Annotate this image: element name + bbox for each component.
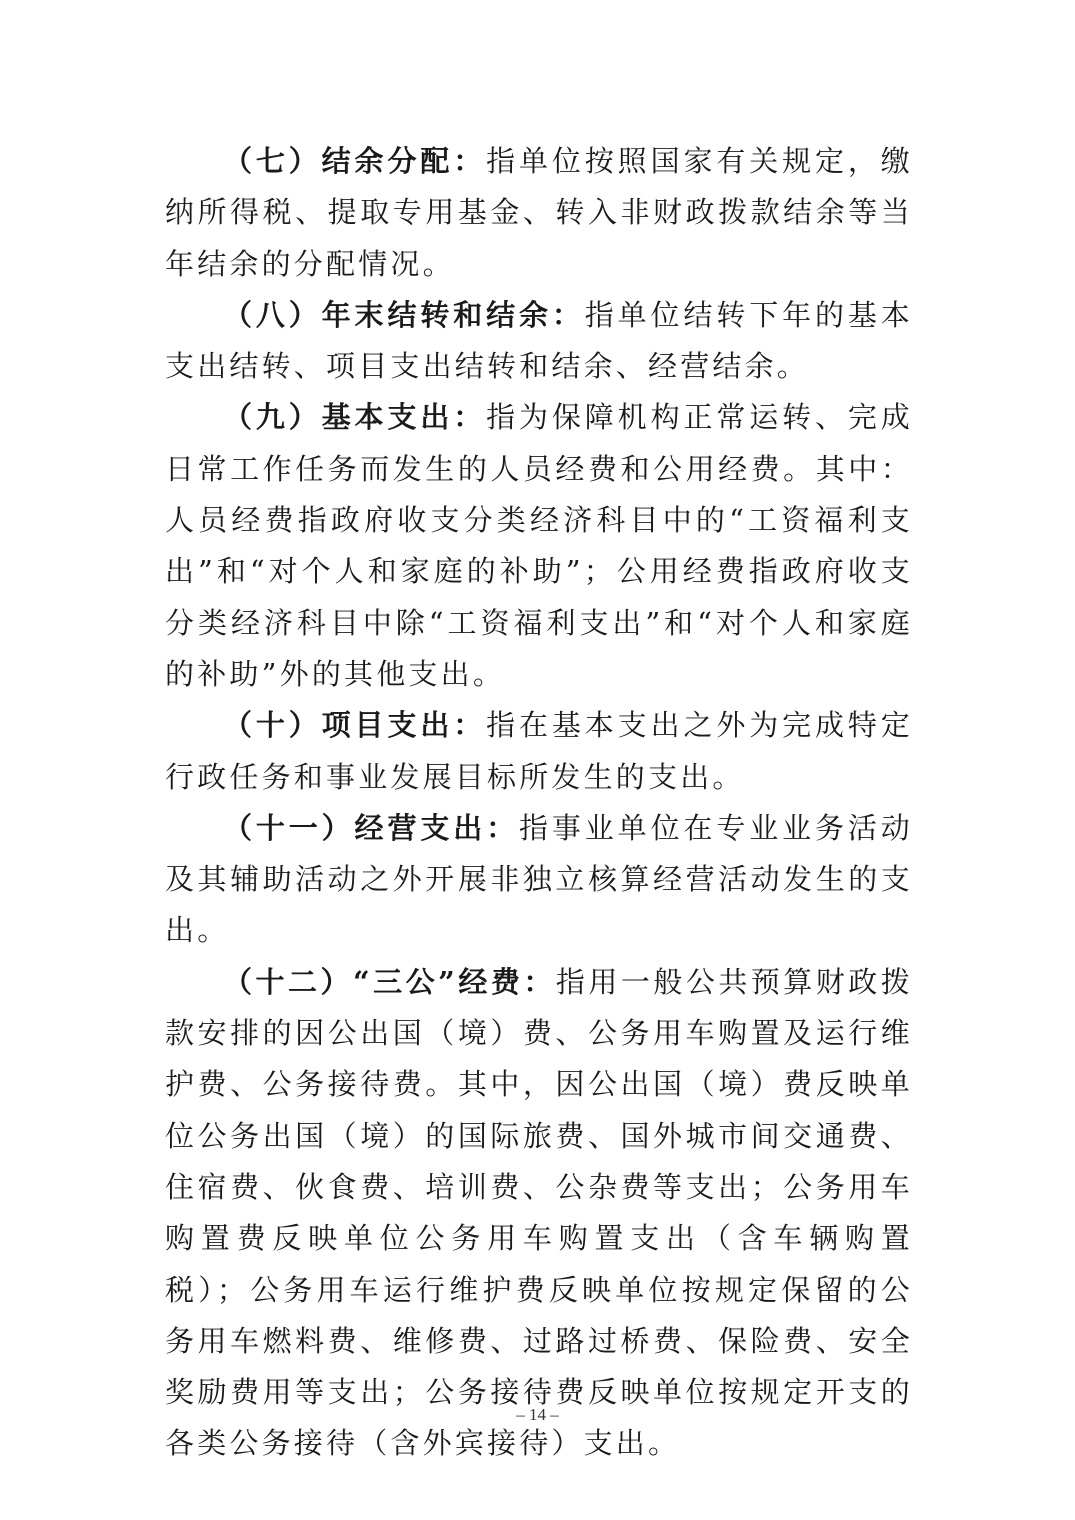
- term-heading: （八）年末结转和结余：: [223, 297, 585, 332]
- term-definition: 指单位按照国家有关规定，缴纳所得税、提取专用基金、转入非财政拨款结余等当年结余的分配情况。: [165, 144, 913, 281]
- paragraph-three-public-expenses: [165, 957, 913, 1470]
- term-definition: 指为保障机构正常运转、完成日常工作任务而发生的人员经费和公用经费。其中：人员经费指政府收支分类经济科目中的“工资福利支出”和“对个人和家庭的补助”；公用经费指政府收支分类经济科目中除“工资福利支出”和“对个人和家庭的补助”外的其他支出。: [165, 400, 913, 691]
- body-text: [165, 136, 913, 1470]
- paragraph-basic-expenditure: [165, 392, 913, 700]
- paragraph-project-expenditure: [165, 700, 913, 803]
- paragraph-surplus-distribution: [165, 136, 913, 290]
- term-heading: （十）项目支出：: [223, 708, 487, 743]
- term-definition: 指在基本支出之外为完成特定行政任务和事业发展目标所发生的支出。: [165, 708, 913, 794]
- term-definition: 指事业单位在专业业务活动及其辅助活动之外开展非独立核算经营活动发生的支出。: [165, 810, 913, 948]
- paragraph-year-end-carryover: [165, 290, 913, 393]
- term-definition: 指用一般公共预算财政拨款安排的因公出国（境）费、公务用车购置及运行维护费、公务接待费。其中，因公出国（境）费反映单位公务出国（境）的国际旅费、国外城市间交通费、住宿费、伙食费、培训费、公杂费等支出；公务用车购置费反映单位公务用车购置支出（含车辆购置税）；公务用车运行维护费反映单位按规定保留的公务用车燃料费、维修费、过路过桥费、保险费、安全奖励费用等支出；公务接待费反映单位按规定开支的各类公务接待（含外宾接待）支出。: [165, 964, 913, 1461]
- term-heading: （七）结余分配：: [223, 144, 487, 178]
- term-heading: （十二）“三公”经费：: [223, 964, 556, 999]
- term-heading: （九）基本支出：: [223, 400, 487, 435]
- term-heading: （十一）经营支出：: [223, 810, 520, 845]
- paragraph-operating-expenditure: [165, 803, 913, 957]
- term-definition: 指单位结转下年的基本支出结转、项目支出结转和结余、经营结余。: [165, 297, 913, 384]
- page-number: – 14 –: [516, 1405, 559, 1424]
